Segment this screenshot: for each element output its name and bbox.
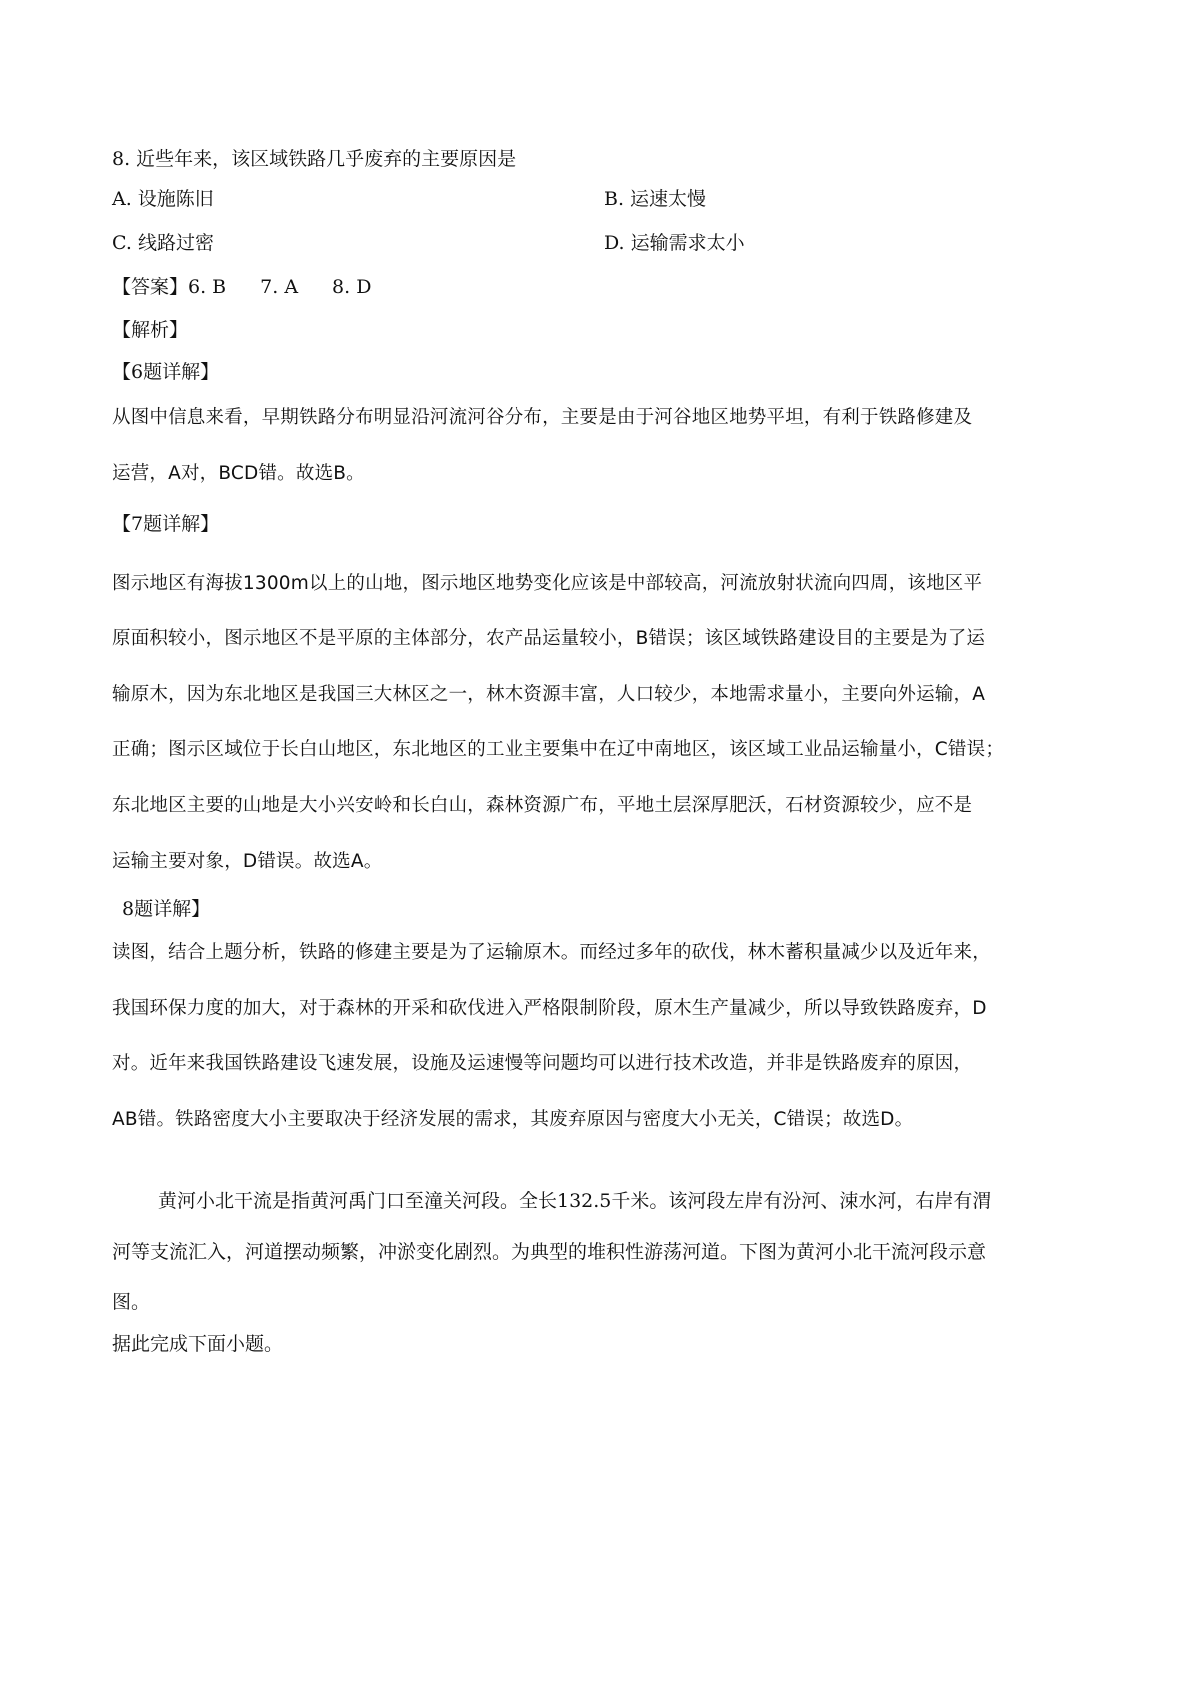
answer-line (112, 275, 371, 299)
q6-heading: 【6题详解】 (112, 361, 220, 383)
paragraph-line: 图示地区有海拔1300m以上的山地，图示地区地势变化应该是中部较高，河流放射状流向四周，该地区平 (112, 573, 983, 594)
option-a: A. 设施陈旧 (112, 188, 214, 210)
paragraph-line: 运输主要对象，D错误。故选A。 (112, 851, 383, 872)
option-d: D. 运输需求太小 (604, 232, 745, 254)
paragraph-line: AB错。铁路密度大小主要取决于经济发展的需求，其废弃原因与密度大小无关，C错误；故选D。 (112, 1109, 914, 1130)
q7-heading: 【7题详解】 (112, 513, 220, 535)
paragraph-line: 东北地区主要的山地是大小兴安岭和长白山，森林资源广布，平地土层深厚肥沃，石材资源较少，应不是 (112, 795, 973, 816)
answer-item: 6. B (188, 276, 227, 298)
option-c: C. 线路过密 (112, 232, 214, 254)
answer-item: 7. A (260, 276, 299, 298)
paragraph-line: 对。近年来我国铁路建设飞速发展，设施及运速慢等问题均可以进行技术改造，并非是铁路废弃的原因， (112, 1053, 973, 1074)
passage-instruction: 据此完成下面小题。 (112, 1333, 284, 1355)
analysis-heading: 【解析】 (112, 319, 189, 341)
paragraph-line: 正确；图示区域位于长白山地区，东北地区的工业主要集中在辽中南地区，该区域工业品运输量小，C错误； (112, 739, 1005, 760)
passage-line: 图。 (112, 1291, 151, 1313)
passage-line: 河等支流汇入，河道摆动频繁，冲淤变化剧烈。为典型的堆积性游荡河道。下图为黄河小北干流河段示意 (112, 1241, 987, 1263)
answer-heading: 【答案】 (112, 276, 189, 298)
paragraph-line: 运营，A对，BCD错。故选B。 (112, 463, 365, 484)
paragraph-line: 读图，结合上题分析，铁路的修建主要是为了运输原木。而经过多年的砍伐，林木蓄积量减少以及近年来， (112, 942, 991, 963)
option-b: B. 运速太慢 (604, 188, 707, 210)
q8-heading: 8题详解】 (122, 898, 211, 920)
question-stem: 8. 近些年来，该区域铁路几乎废弃的主要原因是 (112, 148, 517, 170)
paragraph-line: 原面积较小，图示地区不是平原的主体部分，农产品运量较小，B错误；该区域铁路建设目的主要是为了运 (112, 628, 986, 649)
answer-item: 8. D (332, 276, 372, 298)
passage-line: 黄河小北干流是指黄河禹门口至潼关河段。全长132.5千米。该河段左岸有汾河、涑水河，右岸有渭 (158, 1190, 992, 1212)
paragraph-line: 我国环保力度的加大，对于森林的开采和砍伐进入严格限制阶段，原木生产量减少，所以导致铁路废弃，D (112, 998, 987, 1019)
paragraph-line: 输原木，因为东北地区是我国三大林区之一，林木资源丰富，人口较少，本地需求量小，主要向外运输，A (112, 684, 986, 705)
paragraph-line: 从图中信息来看，早期铁路分布明显沿河流河谷分布，主要是由于河谷地区地势平坦，有利于铁路修建及 (112, 407, 973, 428)
